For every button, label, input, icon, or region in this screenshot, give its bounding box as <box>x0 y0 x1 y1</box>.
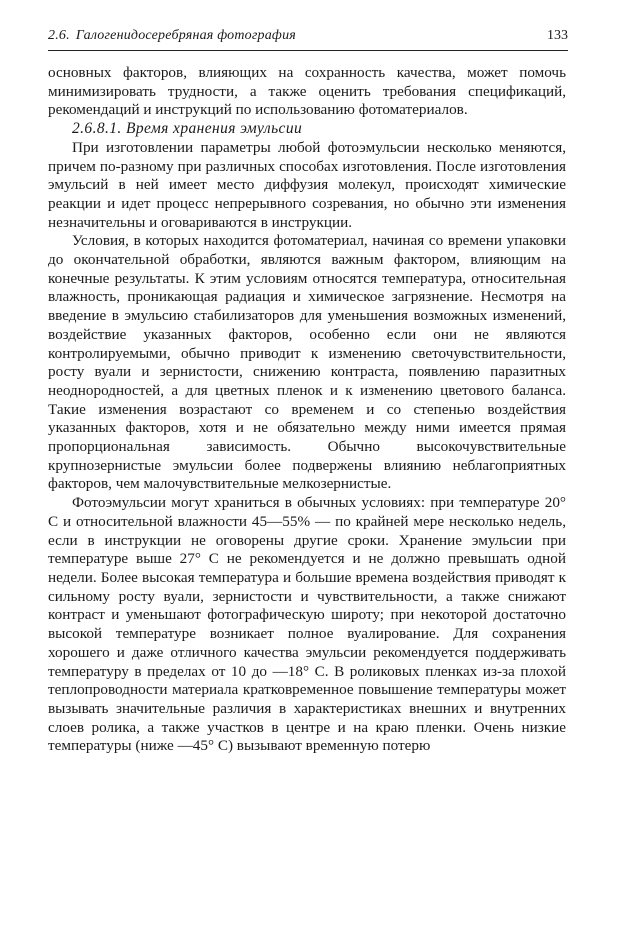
page-number: 133 <box>547 28 568 43</box>
section-number: 2.6. <box>48 28 70 43</box>
running-header-title <box>48 28 296 44</box>
intro-paragraph: основных факторов, влияющих на сохранность качества, может помочь минимизировать трудности, а также оценить требования спецификаций, рекомендаций и инструкций по использованию фотоматериалов. <box>48 64 566 119</box>
section-title: Галогенидосеребряная фотография <box>75 28 296 43</box>
page-body <box>48 64 566 756</box>
paragraph-1: При изготовлении параметры любой фотоэмульсии несколько меняются, причем по-разному при различных способах изготовления. После изготовления эмульсий в ней имеет место диффузия молекул, происходят химические реакции и идет процесс непрерывного созревания, но обычно эти изменения незначительны и оговариваются в инструкции. <box>48 138 566 231</box>
paragraph-3: Фотоэмульсии могут храниться в обычных условиях: при температуре 20° С и относительной влажности 45—55% — по крайней мере несколько недель, если в инструкции не оговорены другие сроки. Хранение эмульсии при температуре выше 27° С не рекомендуется и не должно превышать одной недели. Более высокая температура и большие времена воздействия приводят к сильному росту вуали, зернистости и чувствительности, а также снижают контраст и уменьшают фотографическую широту; при некоторой достаточно высокой температуре возникает полное вуалирование. Для сохранения хорошего и даже отличного качества эмульсии рекомендуется поддерживать температуру в пределах от 10 до —18° С. В роликовых пленках из-за плохой теплопроводности материала кратковременное повышение температуры может вызывать значительные различия в характеристиках внешних и внутренних слоев ролика, а также участков в центре и на краю пленки. Очень низкие температуры (ниже —45° С) вызывают временную потерю <box>48 494 566 755</box>
paragraph-2: Условия, в которых находится фотоматериал, начиная со времени упаковки до окончательной обработки, являются важным фактором, влияющим на конечные результаты. К этим условиям относятся температура, относительная влажность, проникающая радиация и химическое загрязнение. Несмотря на введение в эмульсию стабилизаторов для уменьшения возможных изменений, воздействие указанных факторов, особенно если они не являются контролируемыми, обычно приводит к изменению светочувствительности, росту вуали и зернистости, снижению контраста, появлению паразитных неоднородностей, а для цветных пленок и к изменению цветового баланса. Такие изменения возрастают со временем и со степенью воздействия указанных факторов, хотя и не обязательно между ними имеется прямая пропорциональная зависимость. Обычно высокочувствительные крупнозернистые эмульсии более подвержены влиянию неблагоприятных факторов, чем малочувствительные мелкозернистые. <box>48 232 566 493</box>
subsection-heading: 2.6.8.1. Время хранения эмульсии <box>72 120 303 138</box>
running-header <box>48 24 568 51</box>
